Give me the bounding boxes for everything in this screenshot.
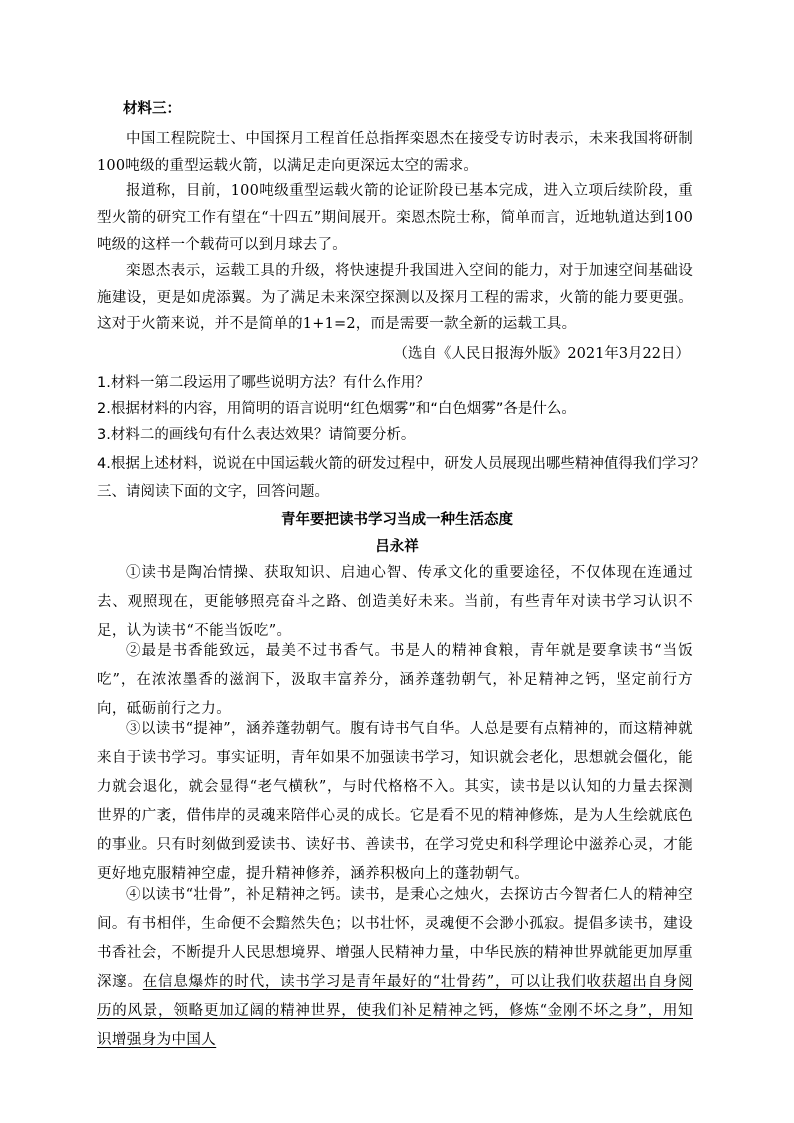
material-3-paragraph-1: 中国工程院院士、中国探月工程首任总指挥栾恩杰在接受专访时表示，未来我国将研制100吨级的重型运载火箭，以满足走向更深远太空的需求。 (97, 131, 693, 174)
question-4: 4.根据上述材料，说说在中国运载火箭的研发过程中，研发人员展现出哪些精神值得我们学习？ (97, 456, 706, 472)
material-3-paragraph-2: 报道称，目前，100吨级重型运载火箭的论证阶段已基本完成，进入立项后续阶段，重型火箭的研究工作有望在“十四五”期间展开。栾恩杰院士称，简单而言，近地轨道达到100吨级的这样一个载荷可以到月球去了。 (97, 183, 693, 253)
article-author: 吕永祥 (375, 538, 419, 555)
material-3-heading: 材料三： (123, 100, 181, 117)
question-2: 2.根据材料的内容，用简明的语言说明“红色烟雾”和“白色烟雾”各是什么。 (97, 401, 576, 417)
article-paragraph-1: ①读书是陶冶情操、获取知识、启迪心智、传承文化的重要途径，不仅体现在连通过去、观照现在，更能够照亮奋斗之路、创造美好未来。当前，有些青年对读书学习认识不足，认为读书“不能当饭吃”。 (97, 565, 693, 639)
question-1: 1.材料一第二段运用了哪些说明方法？有什么作用？ (97, 375, 430, 391)
article-paragraph-4 (97, 881, 693, 1055)
underlined-sentence: 在信息爆炸的时代，读书学习是青年最好的“壮骨药”，可以让我们收获超出自身阅历的风景，领略更加辽阔的精神世界，使我们补足精神之钙，修炼“金刚不坏之身”，用知识增强身为中国人 (97, 974, 694, 1048)
material-3-paragraph-3: 栾恩杰表示，运载工具的升级，将快速提升我国进入空间的能力，对于加速空间基础设施建设，更是如虎添翼。为了满足未来深空探测以及探月工程的需求，火箭的能力要更强。这对于火箭来说，并不是简单的1+1=2，而是需要一款全新的运载工具。 (97, 263, 693, 332)
article-paragraph-4-text: ④以读书“壮骨”，补足精神之钙。读书，是秉心之烛火，去探访古今智者仁人的精神空间。有书相伴，生命便不会黯然失色；以书壮怀，灵魂便不会渺小孤寂。提倡多读书，建设书香社会，不断提升人民思想境界、增强人民精神力量，中华民族的精神世界就能更加厚重深邃。 (97, 887, 693, 990)
article-paragraph-3: ③以读书“提神”，涵养蓬勃朝气。腹有诗书气自华。人总是要有点精神的，而这精神就来自于读书学习。事实证明，青年如果不加强读书学习，知识就会老化，思想就会僵化，能力就会退化，就会显得“老气横秋”，与时代格格不入。其实，读书是以认知的力量去探测世界的广袤，借伟岸的灵魂来陪伴心灵的成长。它是看不见的精神修炼，是为人生绘就底色的事业。只有时刻做到爱读书、读好书、善读书，在学习党史和科学理论中滋养心灵，才能更好地克服精神空虚，提升精神修养，涵养积极向上的蓬勃朝气。 (97, 721, 693, 882)
material-3-source: （选自《人民日报海外版》2021年3月22日） (393, 346, 690, 362)
question-3: 3.材料二的画线句有什么表达效果？请简要分析。 (97, 427, 416, 443)
article-paragraph-2: ②最是书香能致远，最美不过书香气。书是人的精神食粮，青年就是要拿读书“当饭吃”，在浓浓墨香的滋润下，汲取丰富养分，涵养蓬勃朝气，补足精神之钙，坚定前行方向，砥砺前行之力。 (97, 643, 693, 717)
section-3-instruction: 三、请阅读下面的文字，回答问题。 (97, 484, 329, 500)
article-title: 青年要把读书学习当成一种生活态度 (281, 511, 513, 528)
